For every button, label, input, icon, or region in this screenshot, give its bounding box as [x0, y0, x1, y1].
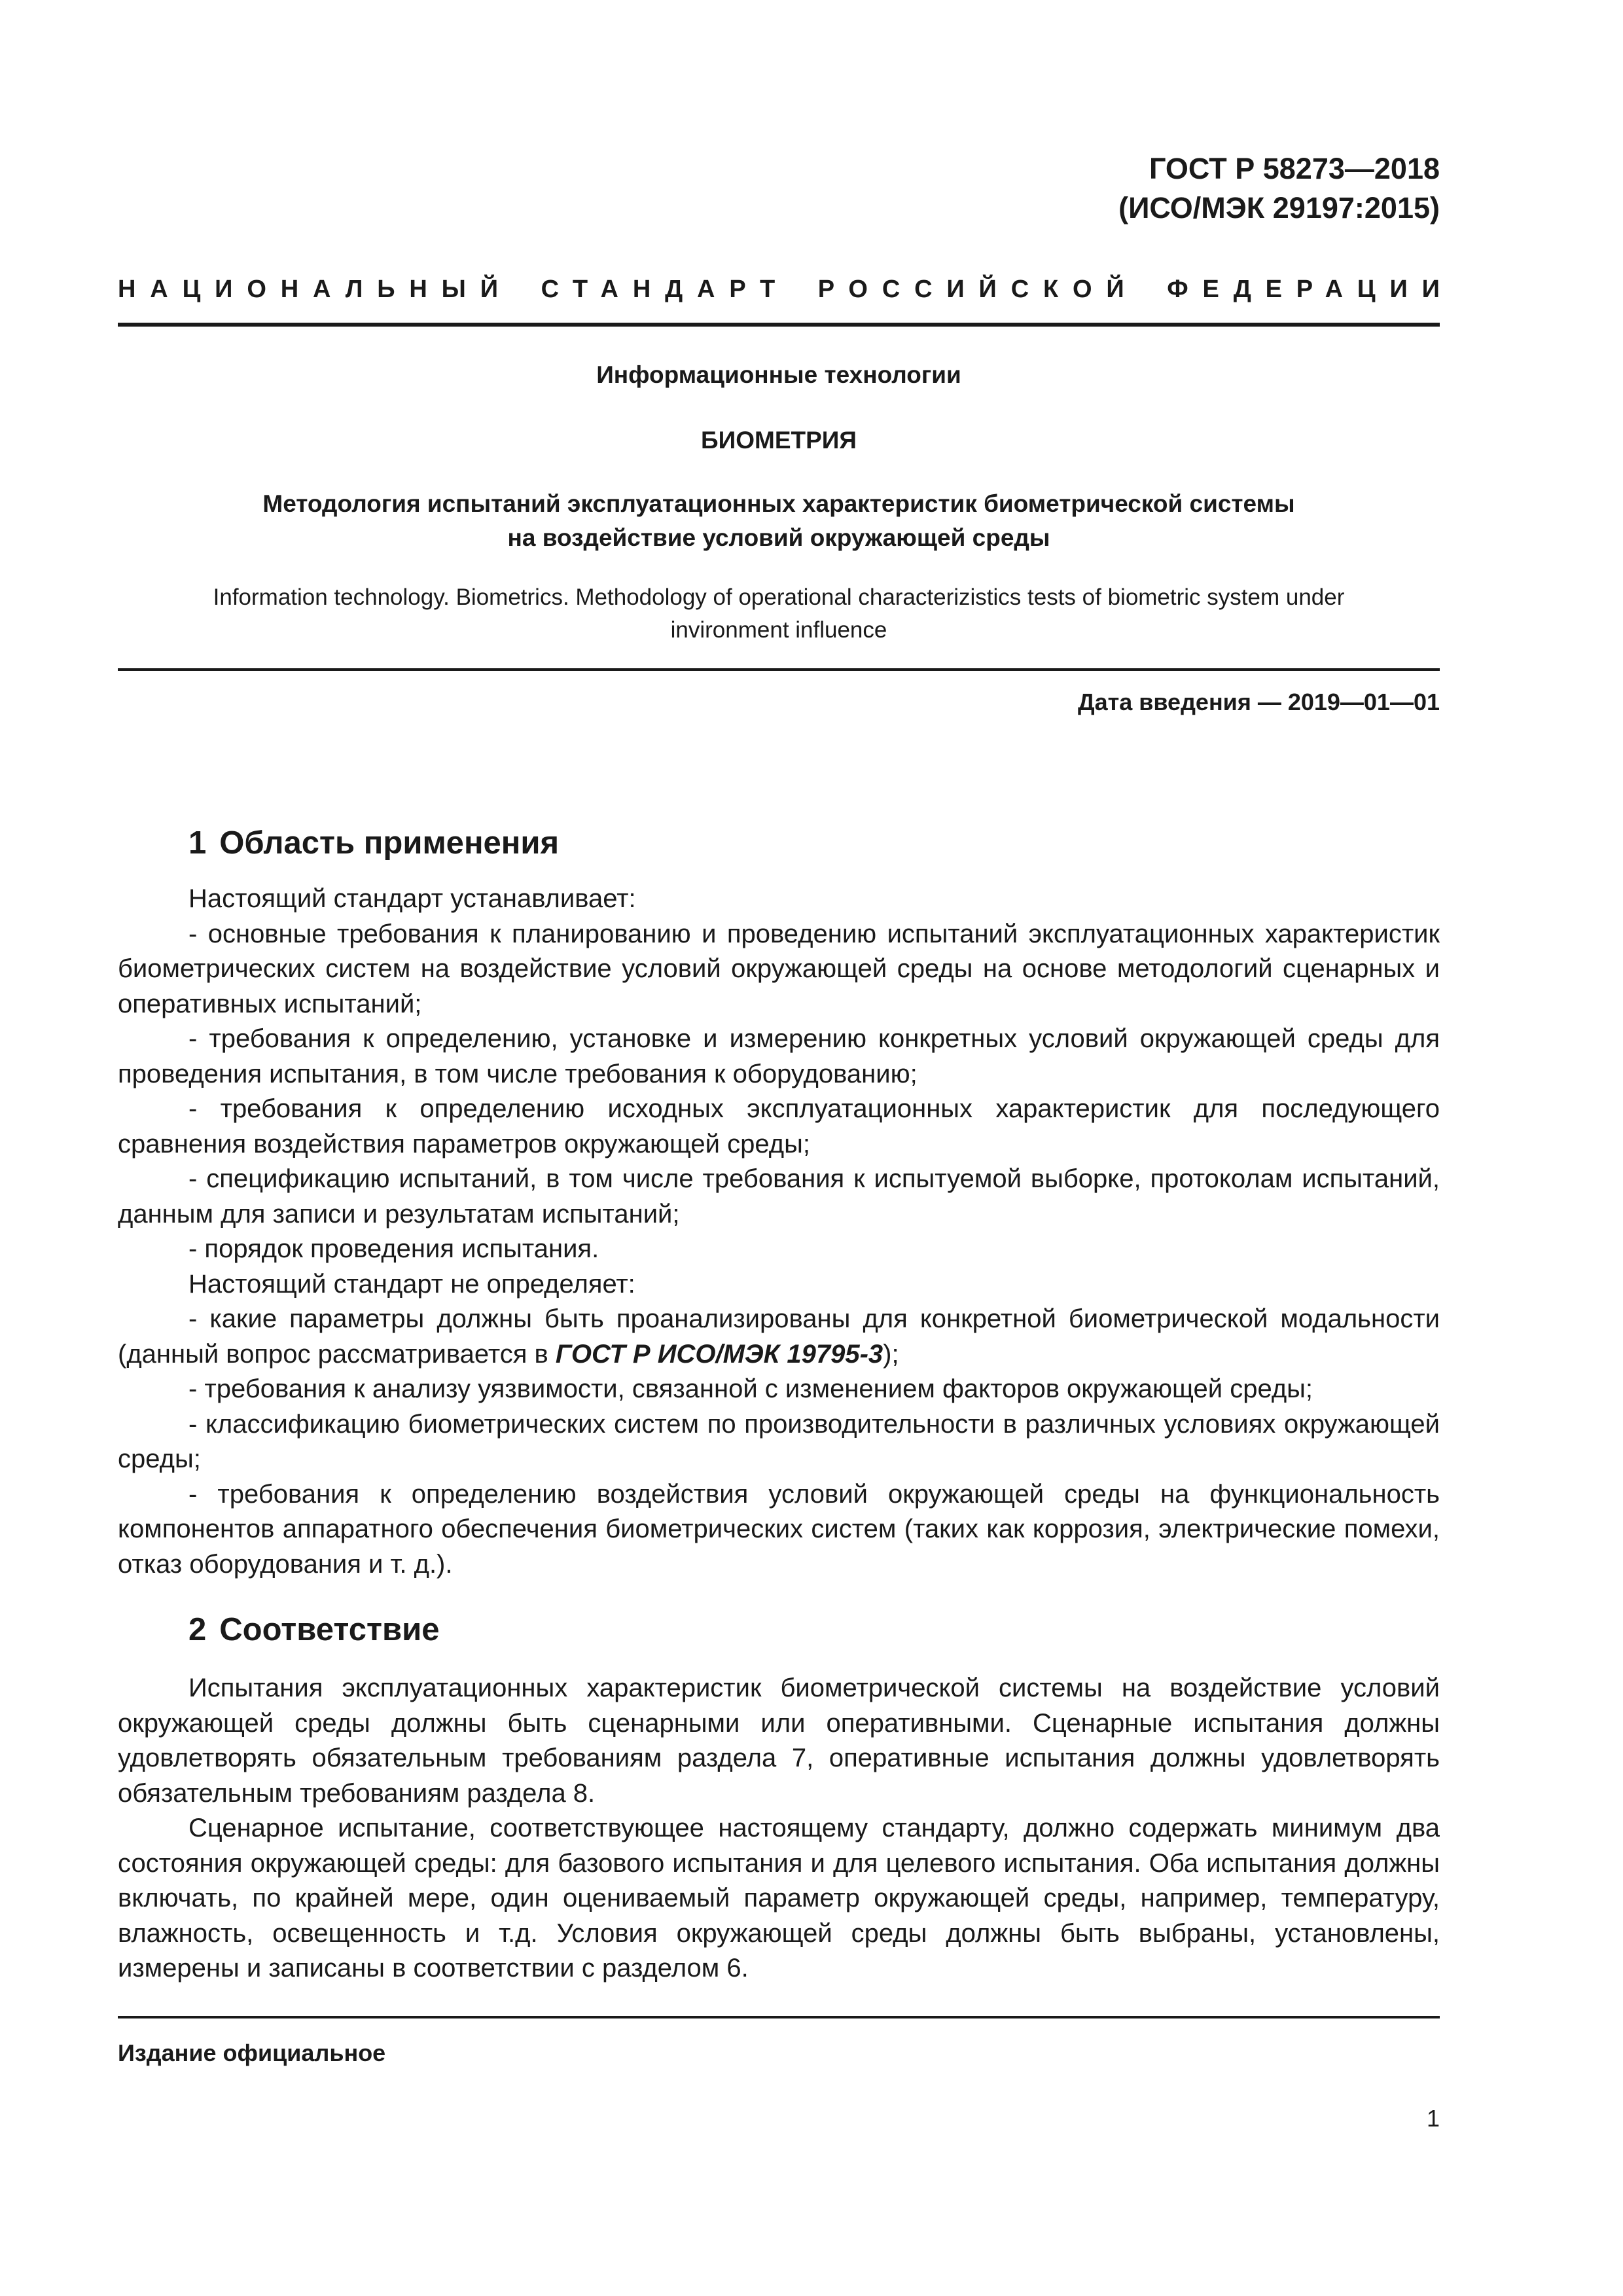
list-item: - порядок проведения испытания.: [188, 1234, 599, 1263]
iso-number: (ИСО/МЭК 29197:2015): [1118, 191, 1440, 224]
footer-divider: [118, 2016, 1440, 2018]
list-item: - основные требования к планированию и проведению испытаний эксплуатационных характеристик биометрических систем на воздействие условий окружающей среды на основе методологий сценарных и оперативных испытаний;: [118, 919, 1440, 1018]
list-item: - требования к определению исходных эксплуатационных характеристик для последующего сравнения воздействия параметров окружающей среды;: [118, 1094, 1440, 1158]
section-2-number: 2: [188, 1612, 207, 1647]
section-2-body: [118, 1671, 1440, 1986]
paragraph: Сценарное испытание, соответствующее настоящему стандарту, должно содержать минимум два состояния окружающей среды: для базового испытания и для целевого испытания. Оба испытания должны включать, по крайней мере, один оцениваемый параметр окружающей среды, например, температуру, влажность, освещенность и т.д. Условия окружающей среды должны быть выбраны, установлены, измерены и записаны в соответствии с разделом 6.: [118, 1814, 1440, 1982]
gost-number: ГОСТ Р 58273—2018: [1149, 152, 1440, 185]
list-item-text: - какие параметры должны быть проанализированы для конкретной биометрической модальности (данный вопрос рассматривается в: [118, 1304, 1440, 1369]
list-item: - классификацию биометрических систем по производительности в различных условиях окружающей среды;: [118, 1409, 1440, 1473]
document-topic: БИОМЕТРИЯ: [701, 427, 857, 454]
section-1-body: [118, 882, 1440, 1582]
introduction-date: Дата введения — 2019—01—01: [1077, 689, 1440, 715]
russian-title-line-1: Методология испытаний эксплуатационных характеристик биометрической системы: [262, 490, 1295, 517]
russian-title: [118, 487, 1440, 555]
paragraph: Испытания эксплуатационных характеристик биометрической системы на воздействие условий окружающей среды должны быть сценарными или оперативными. Сценарные испытания должны удовлетворять обязательным требованиям раздела 7, оперативные испытания должны удовлетворять обязательным требованиям раздела 8.: [118, 1674, 1440, 1808]
list-item-text: );: [883, 1339, 899, 1369]
title-divider: [118, 668, 1440, 671]
english-title: [118, 581, 1440, 647]
list-item: [118, 1302, 1440, 1372]
section-2-heading: [188, 1609, 439, 1651]
list-item: - спецификацию испытаний, в том числе требования к испытуемой выборке, протоколам испытаний, данным для записи и результатам испытаний;: [118, 1164, 1440, 1229]
list-item: - требования к определению воздействия условий окружающей среды на функциональность компонентов аппаратного обеспечения биометрических систем (таких как коррозия, электрические помехи, отказ оборудования и т. д.).: [118, 1479, 1440, 1579]
banner-word: НАЦИОНАЛЬНЫЙ: [118, 276, 512, 303]
section-1-heading: [188, 822, 559, 864]
section-1-number: 1: [188, 825, 207, 861]
section-1-title: Область применения: [219, 825, 560, 861]
standard-reference-link: ГОСТ Р ИСО/МЭК 19795-3: [555, 1339, 883, 1369]
paragraph: Настоящий стандарт устанавливает:: [188, 884, 636, 913]
standard-designation: [1118, 149, 1440, 228]
banner-word: СТАНДАРТ: [541, 276, 790, 303]
document-page: [118, 0, 1454, 2296]
russian-title-line-2: на воздействие условий окружающей среды: [507, 524, 1050, 551]
banner-word: РОССИЙСКОЙ: [817, 276, 1139, 303]
english-title-line-2: invironment influence: [670, 617, 887, 643]
banner-word: ФЕДЕРАЦИИ: [1167, 276, 1454, 303]
list-item: - требования к анализу уязвимости, связанной с изменением факторов окружающей среды;: [188, 1374, 1313, 1403]
english-title-line-1: Information technology. Biometrics. Methodology of operational characterizistics tests of biometric system under: [213, 584, 1345, 610]
document-subject: Информационные технологии: [596, 361, 961, 388]
list-item: - требования к определению, установке и измерению конкретных условий окружающей среды для проведения испытания, в том числе требования к оборудованию;: [118, 1024, 1440, 1088]
national-standard-banner: [118, 270, 1454, 309]
page-number: 1: [1426, 2105, 1440, 2132]
header-divider: [118, 323, 1440, 327]
section-2-title: Соответствие: [219, 1612, 440, 1647]
paragraph: Настоящий стандарт не определяет:: [188, 1269, 635, 1299]
edition-note: Издание официальное: [118, 2039, 386, 2066]
